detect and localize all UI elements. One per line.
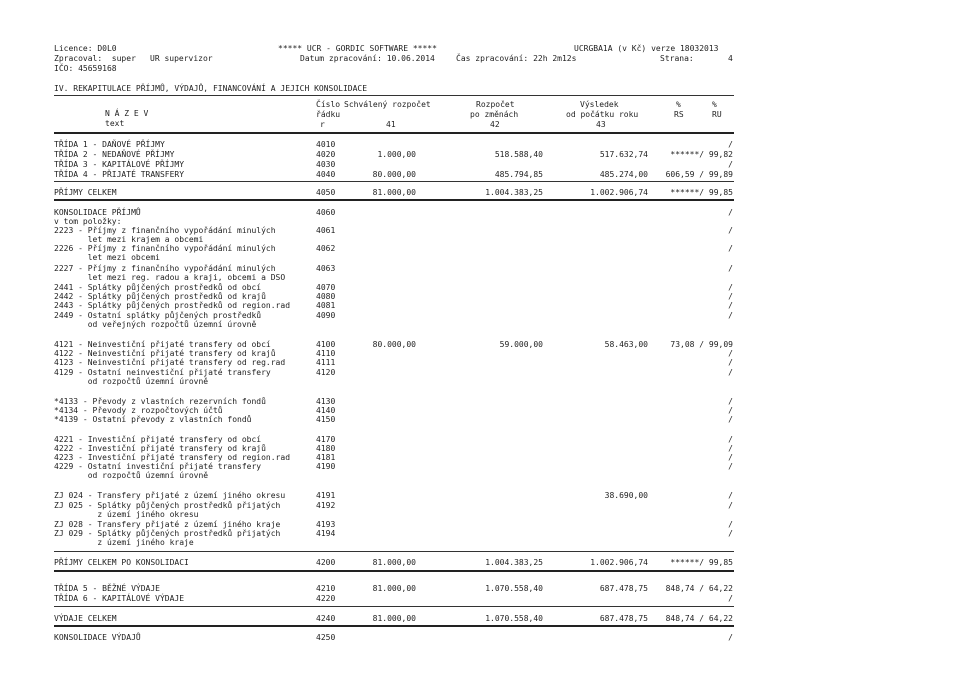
row-code: 4020	[316, 150, 336, 159]
page-label: Strana:	[660, 54, 694, 63]
row-code: 4060	[316, 208, 336, 217]
row-label: 4123 - Neinvestiční přijaté transfery od reg.rad	[54, 358, 286, 367]
row-label: od rozpočtů územní úrovně	[54, 377, 209, 386]
value-percent: /	[728, 462, 733, 471]
row-label: 4221 - Investiční přijaté transfery od obcí	[54, 435, 262, 444]
row-label: z území jiného kraje	[54, 538, 194, 547]
row-code: 4220	[316, 594, 336, 603]
value-changed: 485.794,85	[494, 170, 543, 179]
col-schvaleny-num: 41	[386, 120, 396, 129]
row-label: ZJ 025 - Splátky půjčených prostředků přijatých	[54, 501, 281, 510]
row-code: 4061	[316, 226, 336, 235]
row-label: PŘÍJMY CELKEM PO KONSOLIDACI	[54, 558, 189, 567]
row-label: 4122 - Neinvestiční přijaté transfery od krajů	[54, 349, 276, 358]
value-changed: 1.070.558,40	[485, 614, 543, 623]
col-ru-1: %	[712, 100, 717, 109]
row-code: 4193	[316, 520, 336, 529]
row-code: 4150	[316, 415, 336, 424]
row-label: ZJ 029 - Splátky půjčených prostředků přijatých	[54, 529, 281, 538]
row-label: 2227 - Příjmy z finančního vypořádání minulých	[54, 264, 276, 273]
row-code: 4010	[316, 140, 336, 149]
value-approved: 80.000,00	[372, 170, 416, 179]
value-approved: 81.000,00	[372, 188, 416, 197]
col-cislo-1: Číslo	[316, 100, 341, 109]
row-label: TŘÍDA 6 - KAPITÁLOVÉ VÝDAJE	[54, 594, 185, 603]
rule	[54, 625, 734, 627]
value-changed: 1.004.383,25	[485, 188, 543, 197]
value-percent: /	[728, 444, 733, 453]
row-label: TŘÍDA 5 - BĚŽNÉ VÝDAJE	[54, 584, 160, 593]
col-rs-1: %	[676, 100, 681, 109]
value-percent: /	[728, 453, 733, 462]
rule	[54, 551, 734, 552]
row-code: 4111	[316, 358, 336, 367]
row-code: 4140	[316, 406, 336, 415]
col-ru-2: RU	[712, 110, 722, 119]
col-vysledek-num: 43	[596, 120, 606, 129]
value-percent: ******/ 99,82	[670, 150, 733, 159]
row-code: 4070	[316, 283, 336, 292]
value-percent: /	[728, 292, 733, 301]
row-code: 4210	[316, 584, 336, 593]
value-changed: 1.070.558,40	[485, 584, 543, 593]
value-percent: /	[728, 226, 733, 235]
row-label: let mezi obcemi	[54, 253, 160, 262]
value-result: 1.002.906,74	[590, 188, 648, 197]
value-percent: /	[728, 349, 733, 358]
row-label: VÝDAJE CELKEM	[54, 614, 117, 623]
col-vysledek-2: od počátku roku	[566, 110, 639, 119]
value-approved: 1.000,00	[377, 150, 416, 159]
value-changed: 59.000,00	[499, 340, 543, 349]
row-code: 4190	[316, 462, 336, 471]
value-percent: ******/ 99,85	[670, 558, 733, 567]
value-percent: /	[728, 358, 733, 367]
col-cislo-3: r	[320, 120, 325, 129]
row-label: 2449 - Ostatní splátky půjčených prostředků	[54, 311, 262, 320]
software-title: ***** UCR - GORDIC SOFTWARE *****	[278, 44, 437, 53]
value-percent: /	[728, 491, 733, 500]
rule	[54, 570, 734, 572]
col-vysledek-1: Výsledek	[580, 100, 619, 109]
row-label: TŘÍDA 3 - KAPITÁLOVÉ PŘÍJMY	[54, 160, 185, 169]
user-role: UR supervizor	[150, 54, 213, 63]
col-text: text	[105, 119, 125, 128]
value-percent: /	[728, 594, 733, 603]
row-code: 4180	[316, 444, 336, 453]
rule	[54, 199, 734, 201]
value-percent: /	[728, 311, 733, 320]
value-approved: 81.000,00	[372, 558, 416, 567]
row-code: 4200	[316, 558, 336, 567]
row-label: 2441 - Splátky půjčených prostředků od obcí	[54, 283, 262, 292]
value-result: 517.632,74	[599, 150, 648, 159]
processing-date: Datum zpracování: 10.06.2014	[300, 54, 435, 63]
value-percent: 606,59 / 99,89	[665, 170, 733, 179]
value-result: 687.478,75	[599, 584, 648, 593]
value-percent: /	[728, 264, 733, 273]
value-percent: 73,08 / 99,09	[670, 340, 733, 349]
row-label: *4134 - Převody z rozpočtových účtů	[54, 406, 223, 415]
row-label: 4129 - Ostatní neinvestiční přijaté transfery	[54, 368, 271, 377]
row-label: *4139 - Ostatní převody z vlastních fondů	[54, 415, 252, 424]
row-label: ZJ 024 - Transfery přijaté z území jiného okresu	[54, 491, 286, 500]
row-label: KONSOLIDACE PŘÍJMŮ	[54, 208, 141, 217]
value-percent: /	[728, 501, 733, 510]
value-percent: /	[728, 244, 733, 253]
value-percent: ******/ 99,85	[670, 188, 733, 197]
value-changed: 518.588,40	[494, 150, 543, 159]
report-version: UCRGBA1A (v Kč) verze 18032013	[574, 44, 719, 53]
row-code: 4063	[316, 264, 336, 273]
row-code: 4194	[316, 529, 336, 538]
value-percent: 848,74 / 64,22	[665, 584, 733, 593]
col-nazev: N Á Z E V	[105, 109, 149, 118]
value-result: 485.274,00	[599, 170, 648, 179]
row-code: 4250	[316, 633, 336, 642]
section-title: IV. REKAPITULACE PŘÍJMŮ, VÝDAJŮ, FINANCOVÁNÍ A JEJICH KONSOLIDACE	[54, 84, 368, 93]
rule	[54, 95, 734, 96]
row-label: ZJ 028 - Transfery přijaté z území jiného kraje	[54, 520, 281, 529]
value-percent: /	[728, 406, 733, 415]
col-zmeny-1: Rozpočet	[476, 100, 515, 109]
row-code: 4181	[316, 453, 336, 462]
row-label: TŘÍDA 1 - DAŇOVÉ PŘÍJMY	[54, 140, 165, 149]
row-label: 4121 - Neinvestiční přijaté transfery od obcí	[54, 340, 271, 349]
value-percent: /	[728, 140, 733, 149]
row-label: PŘÍJMY CELKEM	[54, 188, 117, 197]
value-percent: /	[728, 520, 733, 529]
row-label: 2226 - Příjmy z finančního vypořádání minulých	[54, 244, 276, 253]
col-cislo-2: řádku	[316, 110, 341, 119]
value-percent: /	[728, 633, 733, 642]
value-percent: /	[728, 208, 733, 217]
row-code: 4100	[316, 340, 336, 349]
row-code: 4120	[316, 368, 336, 377]
value-percent: /	[728, 283, 733, 292]
value-result: 687.478,75	[599, 614, 648, 623]
row-code: 4081	[316, 301, 336, 310]
row-code: 4170	[316, 435, 336, 444]
value-percent: /	[728, 368, 733, 377]
row-label: TŘÍDA 4 - PŘIJATÉ TRANSFERY	[54, 170, 185, 179]
value-result: 58.463,00	[604, 340, 648, 349]
row-label: 2442 - Splátky půjčených prostředků od krajů	[54, 292, 266, 301]
row-code: 4191	[316, 491, 336, 500]
row-code: 4110	[316, 349, 336, 358]
row-code: 4050	[316, 188, 336, 197]
value-percent: /	[728, 160, 733, 169]
row-label: KONSOLIDACE VÝDAJŮ	[54, 633, 141, 642]
col-zmeny-2: po změnách	[470, 110, 519, 119]
processed-by: Zpracoval: super	[54, 54, 136, 63]
row-label: 2223 - Příjmy z finančního vypořádání minulých	[54, 226, 276, 235]
row-label: let mezi reg. radou a kraji, obcemi a DSO	[54, 273, 286, 282]
value-percent: 848,74 / 64,22	[665, 614, 733, 623]
row-code: 4240	[316, 614, 336, 623]
row-label: 4223 - Investiční přijaté transfery od region.rad	[54, 453, 291, 462]
row-label: let mezi krajem a obcemi	[54, 235, 204, 244]
rule	[54, 132, 734, 134]
row-label: 4222 - Investiční přijaté transfery od krajů	[54, 444, 266, 453]
value-approved: 80.000,00	[372, 340, 416, 349]
col-zmeny-num: 42	[490, 120, 500, 129]
row-label: 2443 - Splátky půjčených prostředků od region.rad	[54, 301, 291, 310]
rule	[54, 181, 734, 182]
ico: IČO: 45659168	[54, 64, 117, 73]
row-code: 4040	[316, 170, 336, 179]
row-label: od veřejných rozpočtů územní úrovně	[54, 320, 257, 329]
value-approved: 81.000,00	[372, 614, 416, 623]
page-number: 4	[728, 54, 733, 63]
value-percent: /	[728, 397, 733, 406]
row-code: 4192	[316, 501, 336, 510]
row-code: 4090	[316, 311, 336, 320]
value-changed: 1.004.383,25	[485, 558, 543, 567]
row-code: 4080	[316, 292, 336, 301]
value-result: 1.002.906,74	[590, 558, 648, 567]
value-result: 38.690,00	[604, 491, 648, 500]
row-label: od rozpočtů územní úrovně	[54, 471, 209, 480]
row-code: 4030	[316, 160, 336, 169]
licence: Licence: D0L0	[54, 44, 117, 53]
value-approved: 81.000,00	[372, 584, 416, 593]
row-code: 4062	[316, 244, 336, 253]
col-schvaleny: Schválený rozpočet	[344, 100, 431, 109]
value-percent: /	[728, 529, 733, 538]
row-label: z území jiného okresu	[54, 510, 199, 519]
rule	[54, 606, 734, 607]
row-code: 4130	[316, 397, 336, 406]
value-percent: /	[728, 301, 733, 310]
row-label: TŘÍDA 2 - NEDAŇOVÉ PŘÍJMY	[54, 150, 175, 159]
value-percent: /	[728, 435, 733, 444]
col-rs-2: RS	[674, 110, 684, 119]
row-label: *4133 - Převody z vlastních rezervních fondů	[54, 397, 266, 406]
row-label: v tom položky:	[54, 217, 122, 226]
processing-time: Čas zpracování: 22h 2m12s	[456, 54, 577, 63]
row-label: 4229 - Ostatní investiční přijaté transfery	[54, 462, 262, 471]
value-percent: /	[728, 415, 733, 424]
